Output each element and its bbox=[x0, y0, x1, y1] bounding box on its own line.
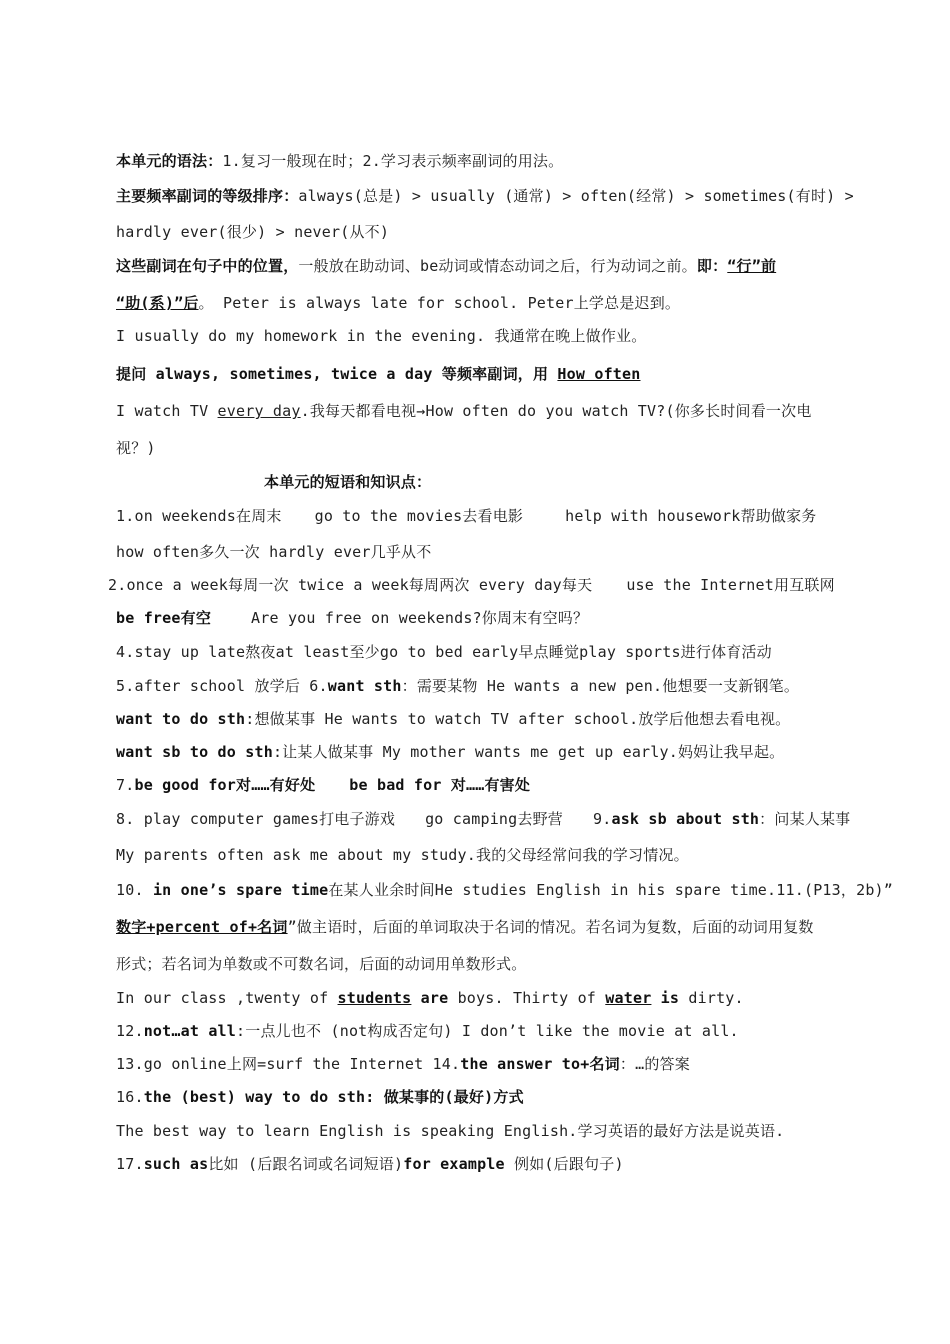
item-5-a: 5.after school 放学后 6. bbox=[116, 677, 328, 695]
item-line-11 bbox=[116, 845, 689, 865]
item-2-a: 2.once a week每周一次 twice a week每周两次 every day每天 bbox=[108, 576, 593, 594]
item-line-8 bbox=[116, 742, 784, 762]
item-17-a: 16. bbox=[116, 1088, 144, 1106]
item-19-b: 比如 (后跟名词或名词短语) bbox=[208, 1155, 404, 1173]
item-line-10 bbox=[116, 809, 850, 829]
item-14-c: boys. Thirty of bbox=[448, 989, 606, 1007]
item-1-b: go to the movies去看电影 bbox=[314, 507, 524, 525]
item-13: 形式；若名词为单数或不可数名词，后面的动词用单数形式。 bbox=[116, 955, 527, 973]
item-9-a: 8. play computer games打电子游戏 bbox=[116, 810, 396, 828]
item-14-a: In our class ,twenty of bbox=[116, 989, 338, 1007]
position-rule-label: 即： bbox=[696, 257, 728, 275]
item-12-text: ”做主语时，后面的单词取决于名词的情况。若名词为复数，后面的动词用复数 bbox=[287, 918, 814, 936]
ranking-label: 主要频率副词的等级排序： bbox=[116, 187, 299, 205]
grammar-intro-text: 1.复习一般现在时；2.学习表示频率副词的用法。 bbox=[222, 152, 564, 170]
item-10: My parents often ask me about my study.我的父母经常问我的学习情况。 bbox=[116, 846, 689, 864]
item-15-b: :一点儿也不 (not构成否定句) I don’t like the movie at all. bbox=[236, 1022, 739, 1040]
question-example-cont-line bbox=[116, 438, 156, 458]
question-example-underlined: every day bbox=[217, 402, 301, 420]
item-15-a: 12. bbox=[116, 1022, 144, 1040]
ranking-line-1 bbox=[116, 186, 854, 206]
item-5-bold: want sth bbox=[327, 677, 402, 695]
item-19-a: 17. bbox=[116, 1155, 144, 1173]
item-19-c: 例如(后跟句子) bbox=[504, 1155, 624, 1173]
item-line-14 bbox=[116, 954, 526, 974]
position-line-2 bbox=[116, 293, 680, 313]
item-line-7 bbox=[116, 709, 790, 729]
item-line-1 bbox=[116, 506, 817, 526]
item-4: 4.stay up late熬夜at least至少go to bed early早点睡觉play sports进行体育活动 bbox=[116, 643, 772, 661]
item-line-6 bbox=[116, 676, 799, 696]
item-6-text: :想做某事 He wants to watch TV after school.放学后他想去看电视。 bbox=[245, 710, 791, 728]
item-14-bold-1: are bbox=[420, 989, 449, 1007]
question-example-post: .我每天都看电视→How often do you watch TV?(你多长时间看一次电 bbox=[300, 402, 812, 420]
ranking-line-2 bbox=[116, 222, 389, 242]
item-14-e: dirty. bbox=[679, 989, 744, 1007]
position-label: 这些副词在句子中的位置， bbox=[116, 257, 299, 275]
item-16-a: 13.go online上网=surf the Internet 14. bbox=[116, 1055, 461, 1073]
item-6-bold: want to do sth bbox=[116, 710, 246, 728]
item-line-15 bbox=[116, 988, 744, 1008]
phrases-heading: 本单元的短语和知识点： bbox=[264, 473, 432, 491]
item-line-3 bbox=[108, 575, 835, 595]
ranking-text-2: hardly ever(很少) > never(从不) bbox=[116, 223, 390, 241]
item-9-b: go camping去野营 bbox=[425, 810, 563, 828]
item-9-bold: ask sb about sth bbox=[611, 810, 760, 828]
ranking-text-1: always(总是) > usually (通常) > often(经常) > sometimes(有时) > bbox=[298, 187, 854, 205]
item-8-bold-2: be bad for 对……有害处 bbox=[349, 776, 531, 794]
item-19-bold-2: for example bbox=[403, 1155, 505, 1173]
question-line bbox=[116, 364, 641, 384]
item-line-2 bbox=[116, 542, 431, 562]
position-rule-1: “行”前 bbox=[727, 257, 777, 275]
item-line-20 bbox=[116, 1154, 624, 1174]
item-1-d: how often多久一次 hardly ever几乎从不 bbox=[116, 543, 432, 561]
how-often-link: How often bbox=[557, 365, 641, 383]
position-rule-end: 。 bbox=[198, 294, 214, 312]
item-15-bold: not…at all bbox=[143, 1022, 237, 1040]
item-18: The best way to learn English is speaking English.学习英语的最好方法是说英语. bbox=[116, 1122, 785, 1140]
item-16-b: ：…的答案 bbox=[619, 1055, 690, 1073]
item-8-a: 7. bbox=[116, 776, 135, 794]
item-1-a: 1.on weekends在周末 bbox=[116, 507, 282, 525]
item-line-19 bbox=[116, 1121, 784, 1141]
position-example-1: Peter is always late for school. Peter上学总是迟到。 bbox=[213, 294, 681, 312]
item-3-bold: be free有空 bbox=[116, 609, 212, 627]
position-line-3 bbox=[116, 326, 646, 346]
item-9-c: 9. bbox=[593, 810, 612, 828]
question-example-cont: 视？) bbox=[116, 439, 156, 457]
item-line-12 bbox=[116, 880, 893, 900]
position-rule-2: “助(系)”后 bbox=[116, 294, 199, 312]
item-14-space-1 bbox=[411, 989, 420, 1007]
position-line-1 bbox=[116, 256, 776, 276]
item-line-9 bbox=[116, 775, 530, 795]
item-line-17 bbox=[116, 1054, 690, 1074]
item-14-bold-2: is bbox=[660, 989, 680, 1007]
item-line-16 bbox=[116, 1021, 739, 1041]
question-example-pre: I watch TV bbox=[116, 402, 218, 420]
item-7-bold: want sb to do sth bbox=[116, 743, 273, 761]
item-11-bold: in one’s spare time bbox=[152, 881, 329, 899]
item-14-space-2 bbox=[651, 989, 660, 1007]
item-7-text: :让某人做某事 My mother wants me get up early.妈妈让我早起。 bbox=[272, 743, 785, 761]
item-5-b: ：需要某物 He wants a new pen.他想要一支新钢笔。 bbox=[401, 677, 800, 695]
item-1-c: help with housework帮助做家务 bbox=[565, 507, 817, 525]
item-2-b: use the Internet用互联网 bbox=[626, 576, 835, 594]
item-19-bold-1: such as bbox=[143, 1155, 209, 1173]
item-11-a: 10. bbox=[116, 881, 153, 899]
item-line-18 bbox=[116, 1087, 524, 1107]
item-line-5 bbox=[116, 642, 772, 662]
item-line-13 bbox=[116, 917, 814, 937]
item-11-b: 在某人业余时间He studies English in his spare time.11.(P13，2b)” bbox=[328, 881, 894, 899]
position-example-2: I usually do my homework in the evening. 我通常在晚上做作业。 bbox=[116, 327, 647, 345]
item-14-underlined-1: students bbox=[337, 989, 412, 1007]
item-8-bold-1: be good for对……有好处 bbox=[134, 776, 316, 794]
item-12-underlined: 数字+percent of+名词 bbox=[116, 918, 288, 936]
item-9-d: ：问某人某事 bbox=[759, 810, 851, 828]
item-line-4 bbox=[116, 608, 588, 628]
item-3-text: Are you free on weekends?你周末有空吗？ bbox=[251, 609, 589, 627]
item-14-underlined-2: water bbox=[605, 989, 652, 1007]
item-16-bold: the answer to+名词 bbox=[460, 1055, 620, 1073]
grammar-intro-line bbox=[116, 151, 563, 171]
grammar-intro-label: 本单元的语法： bbox=[116, 152, 223, 170]
question-text: 提问 always, sometimes, twice a day 等频率副词，用 bbox=[116, 365, 558, 383]
item-17-bold: the (best) way to do sth: 做某事的(最好)方式 bbox=[143, 1088, 524, 1106]
position-text: 一般放在助动词、be动词或情态动词之后，行为动词之前。 bbox=[298, 257, 697, 275]
question-example-line bbox=[116, 401, 812, 421]
